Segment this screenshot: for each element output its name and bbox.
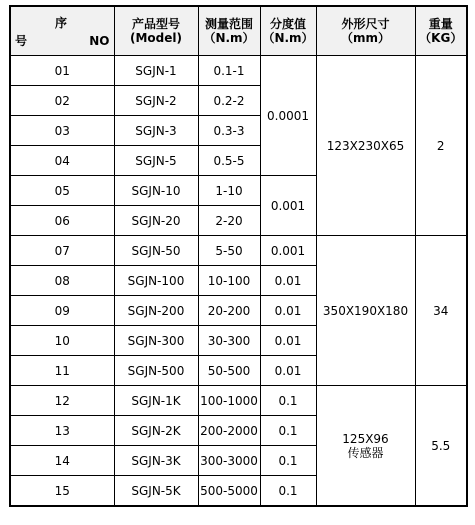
table-row (10, 56, 467, 86)
cell-no: 12 (10, 386, 114, 416)
cell-size-group2: 350X190X180 (316, 236, 415, 386)
cell-resolution-group2: 0.001 (260, 176, 316, 236)
cell-model: SGJN-200 (114, 296, 198, 326)
cell-range: 0.2-2 (198, 86, 260, 116)
header-model-cn: 产品型号 (131, 17, 180, 31)
cell-model: SGJN-3K (114, 446, 198, 476)
spec-table-container (9, 5, 468, 507)
cell-model: SGJN-300 (114, 326, 198, 356)
cell-model: SGJN-1K (114, 386, 198, 416)
cell-range: 10-100 (198, 266, 260, 296)
cell-weight-group1: 2 (415, 56, 467, 236)
cell-range: 2-20 (198, 206, 260, 236)
cell-model: SGJN-500 (114, 356, 198, 386)
header-row (10, 6, 467, 56)
cell-model: SGJN-2K (114, 416, 198, 446)
cell-no: 10 (10, 326, 114, 356)
cell-no: 09 (10, 296, 114, 326)
header-range-unit: （N.m） (203, 31, 255, 45)
cell-model: SGJN-10 (114, 176, 198, 206)
cell-resolution: 0.1 (260, 446, 316, 476)
header-res-unit: （N.m） (262, 31, 314, 45)
cell-no: 03 (10, 116, 114, 146)
cell-no: 08 (10, 266, 114, 296)
cell-range: 200-2000 (198, 416, 260, 446)
cell-no: 02 (10, 86, 114, 116)
cell-resolution: 0.001 (260, 236, 316, 266)
cell-resolution: 0.01 (260, 326, 316, 356)
header-size-cn: 外形尺寸 (341, 17, 390, 31)
cell-range: 500-5000 (198, 476, 260, 507)
cell-model: SGJN-100 (114, 266, 198, 296)
cell-no: 14 (10, 446, 114, 476)
cell-range: 0.5-5 (198, 146, 260, 176)
header-no-en: NO (89, 34, 110, 48)
cell-range: 5-50 (198, 236, 260, 266)
cell-model: SGJN-20 (114, 206, 198, 236)
cell-no: 04 (10, 146, 114, 176)
header-weight (415, 6, 467, 56)
header-no-xu: 序 (55, 16, 68, 30)
cell-model: SGJN-3 (114, 116, 198, 146)
header-weight-cn: 重量 (428, 17, 453, 31)
cell-resolution-group1: 0.0001 (260, 56, 316, 176)
cell-resolution: 0.1 (260, 386, 316, 416)
cell-range: 20-200 (198, 296, 260, 326)
size-group3-line1: 125X96 (342, 431, 389, 446)
cell-resolution: 0.01 (260, 296, 316, 326)
cell-model: SGJN-5K (114, 476, 198, 507)
cell-no: 05 (10, 176, 114, 206)
header-res-cn: 分度值 (269, 17, 306, 31)
cell-no: 01 (10, 56, 114, 86)
header-range-cn: 测量范围 (204, 17, 253, 31)
header-size-unit: （mm） (340, 31, 390, 45)
cell-weight-group3: 5.5 (415, 386, 467, 507)
header-no-hao: 号 (15, 34, 28, 48)
cell-range: 30-300 (198, 326, 260, 356)
cell-no: 07 (10, 236, 114, 266)
cell-no: 13 (10, 416, 114, 446)
cell-range: 300-3000 (198, 446, 260, 476)
cell-size-group3 (316, 386, 415, 507)
cell-range: 0.3-3 (198, 116, 260, 146)
cell-range: 50-500 (198, 356, 260, 386)
cell-no: 15 (10, 476, 114, 507)
cell-resolution: 0.01 (260, 356, 316, 386)
cell-size-group1: 123X230X65 (316, 56, 415, 236)
size-group3-line2: 传感器 (347, 445, 384, 460)
header-weight-unit: （KG） (419, 31, 463, 45)
cell-no: 11 (10, 356, 114, 386)
header-size (316, 6, 415, 56)
cell-model: SGJN-1 (114, 56, 198, 86)
header-model-en: (Model) (130, 31, 182, 45)
cell-resolution: 0.1 (260, 476, 316, 507)
cell-weight-group2: 34 (415, 236, 467, 386)
table-row (10, 386, 467, 416)
cell-no: 06 (10, 206, 114, 236)
cell-model: SGJN-2 (114, 86, 198, 116)
cell-range: 1-10 (198, 176, 260, 206)
cell-resolution: 0.01 (260, 266, 316, 296)
cell-resolution: 0.1 (260, 416, 316, 446)
header-model (114, 6, 198, 56)
table-row (10, 236, 467, 266)
cell-range: 0.1-1 (198, 56, 260, 86)
header-no (10, 6, 114, 56)
header-resolution (260, 6, 316, 56)
cell-model: SGJN-5 (114, 146, 198, 176)
cell-range: 100-1000 (198, 386, 260, 416)
header-range (198, 6, 260, 56)
cell-model: SGJN-50 (114, 236, 198, 266)
spec-table (9, 5, 468, 507)
